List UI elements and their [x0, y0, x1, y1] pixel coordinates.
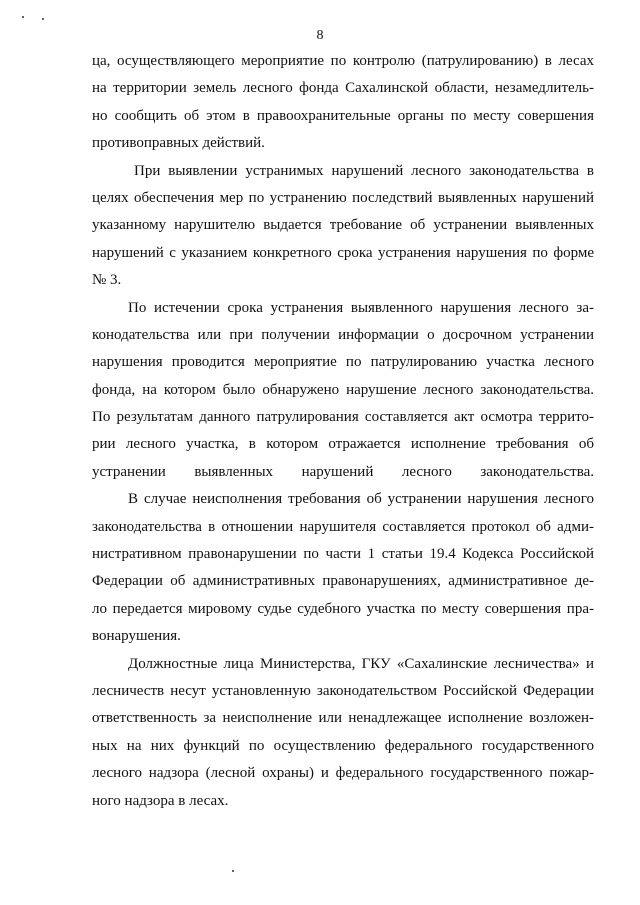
text-line: лесного надзора (лесной охраны) и федерального государственного пожар-	[92, 765, 594, 782]
text-line: По результатам данного патрулирования составляется акт осмотра террито-	[92, 409, 594, 426]
text-line: Федерации об административных правонарушениях, административное де-	[92, 573, 594, 590]
text-line: По истечении срока устранения выявленного нарушения лесного за-	[128, 299, 594, 316]
scan-speck	[22, 16, 24, 18]
text-line: на территории земель лесного фонда Сахалинской области, незамедлитель-	[92, 80, 594, 97]
text-line: В случае неисполнения требования об устранении нарушения лесного	[128, 491, 594, 508]
paragraph-2	[92, 158, 594, 295]
text-line: устранении выявленных нарушений лесного законодательства.	[92, 463, 594, 480]
text-line: ответственность за неисполнение или ненадлежащее исполнение возложен-	[92, 710, 594, 727]
text-line: рии лесного участка, в котором отражается исполнение требования об	[92, 436, 594, 453]
paragraph-5	[92, 651, 594, 815]
page-number: 8	[316, 28, 324, 43]
text-line: При выявлении устранимых нарушений лесного законодательства в	[134, 162, 594, 179]
text-line: ного надзора в лесах.	[92, 792, 229, 809]
text-line: фонда, на котором было обнаружено нарушение лесного законодательства.	[92, 381, 594, 398]
text-line: Должностные лица Министерства, ГКУ «Сахалинские лесничества» и	[128, 655, 594, 672]
text-line: нарушения проводится мероприятие по патрулированию участка лесного	[92, 354, 594, 371]
text-line: ца, осуществляющего мероприятие по контролю (патрулированию) в лесах	[92, 53, 594, 69]
text-line: законодательства в отношении нарушителя составляется протокол об адми-	[92, 518, 594, 535]
text-line: лесничеств несут установленную законодательством Российской Федерации	[92, 682, 594, 699]
text-line: нистративном правонарушении по части 1 статьи 19.4 Кодекса Российской	[92, 546, 594, 563]
scan-speck	[232, 870, 234, 872]
text-line: целях обеспечения мер по устранению последствий выявленных нарушений	[92, 189, 594, 206]
paragraph-1	[92, 48, 594, 158]
scan-speck	[42, 18, 44, 20]
text-line: № 3.	[92, 272, 122, 289]
text-line: конодательства или при получении информации о досрочном устранении	[92, 326, 594, 343]
text-line: вонарушения.	[92, 628, 181, 645]
text-line: указанному нарушителю выдается требование об устранении выявленных	[92, 217, 594, 234]
text-line: нарушений с указанием конкретного срока устранения нарушения по форме	[92, 244, 594, 261]
text-line: противоправных действий.	[92, 135, 265, 152]
text-line: но сообщить об этом в правоохранительные органы по месту совершения	[92, 107, 594, 124]
text-line: ных на них функций по осуществлению федерального государственного	[92, 737, 594, 754]
paragraph-3	[92, 295, 594, 487]
text-line: ло передается мировому судье судебного участка по месту совершения пра-	[92, 600, 594, 617]
document-body	[92, 48, 594, 815]
paragraph-4	[92, 486, 594, 650]
